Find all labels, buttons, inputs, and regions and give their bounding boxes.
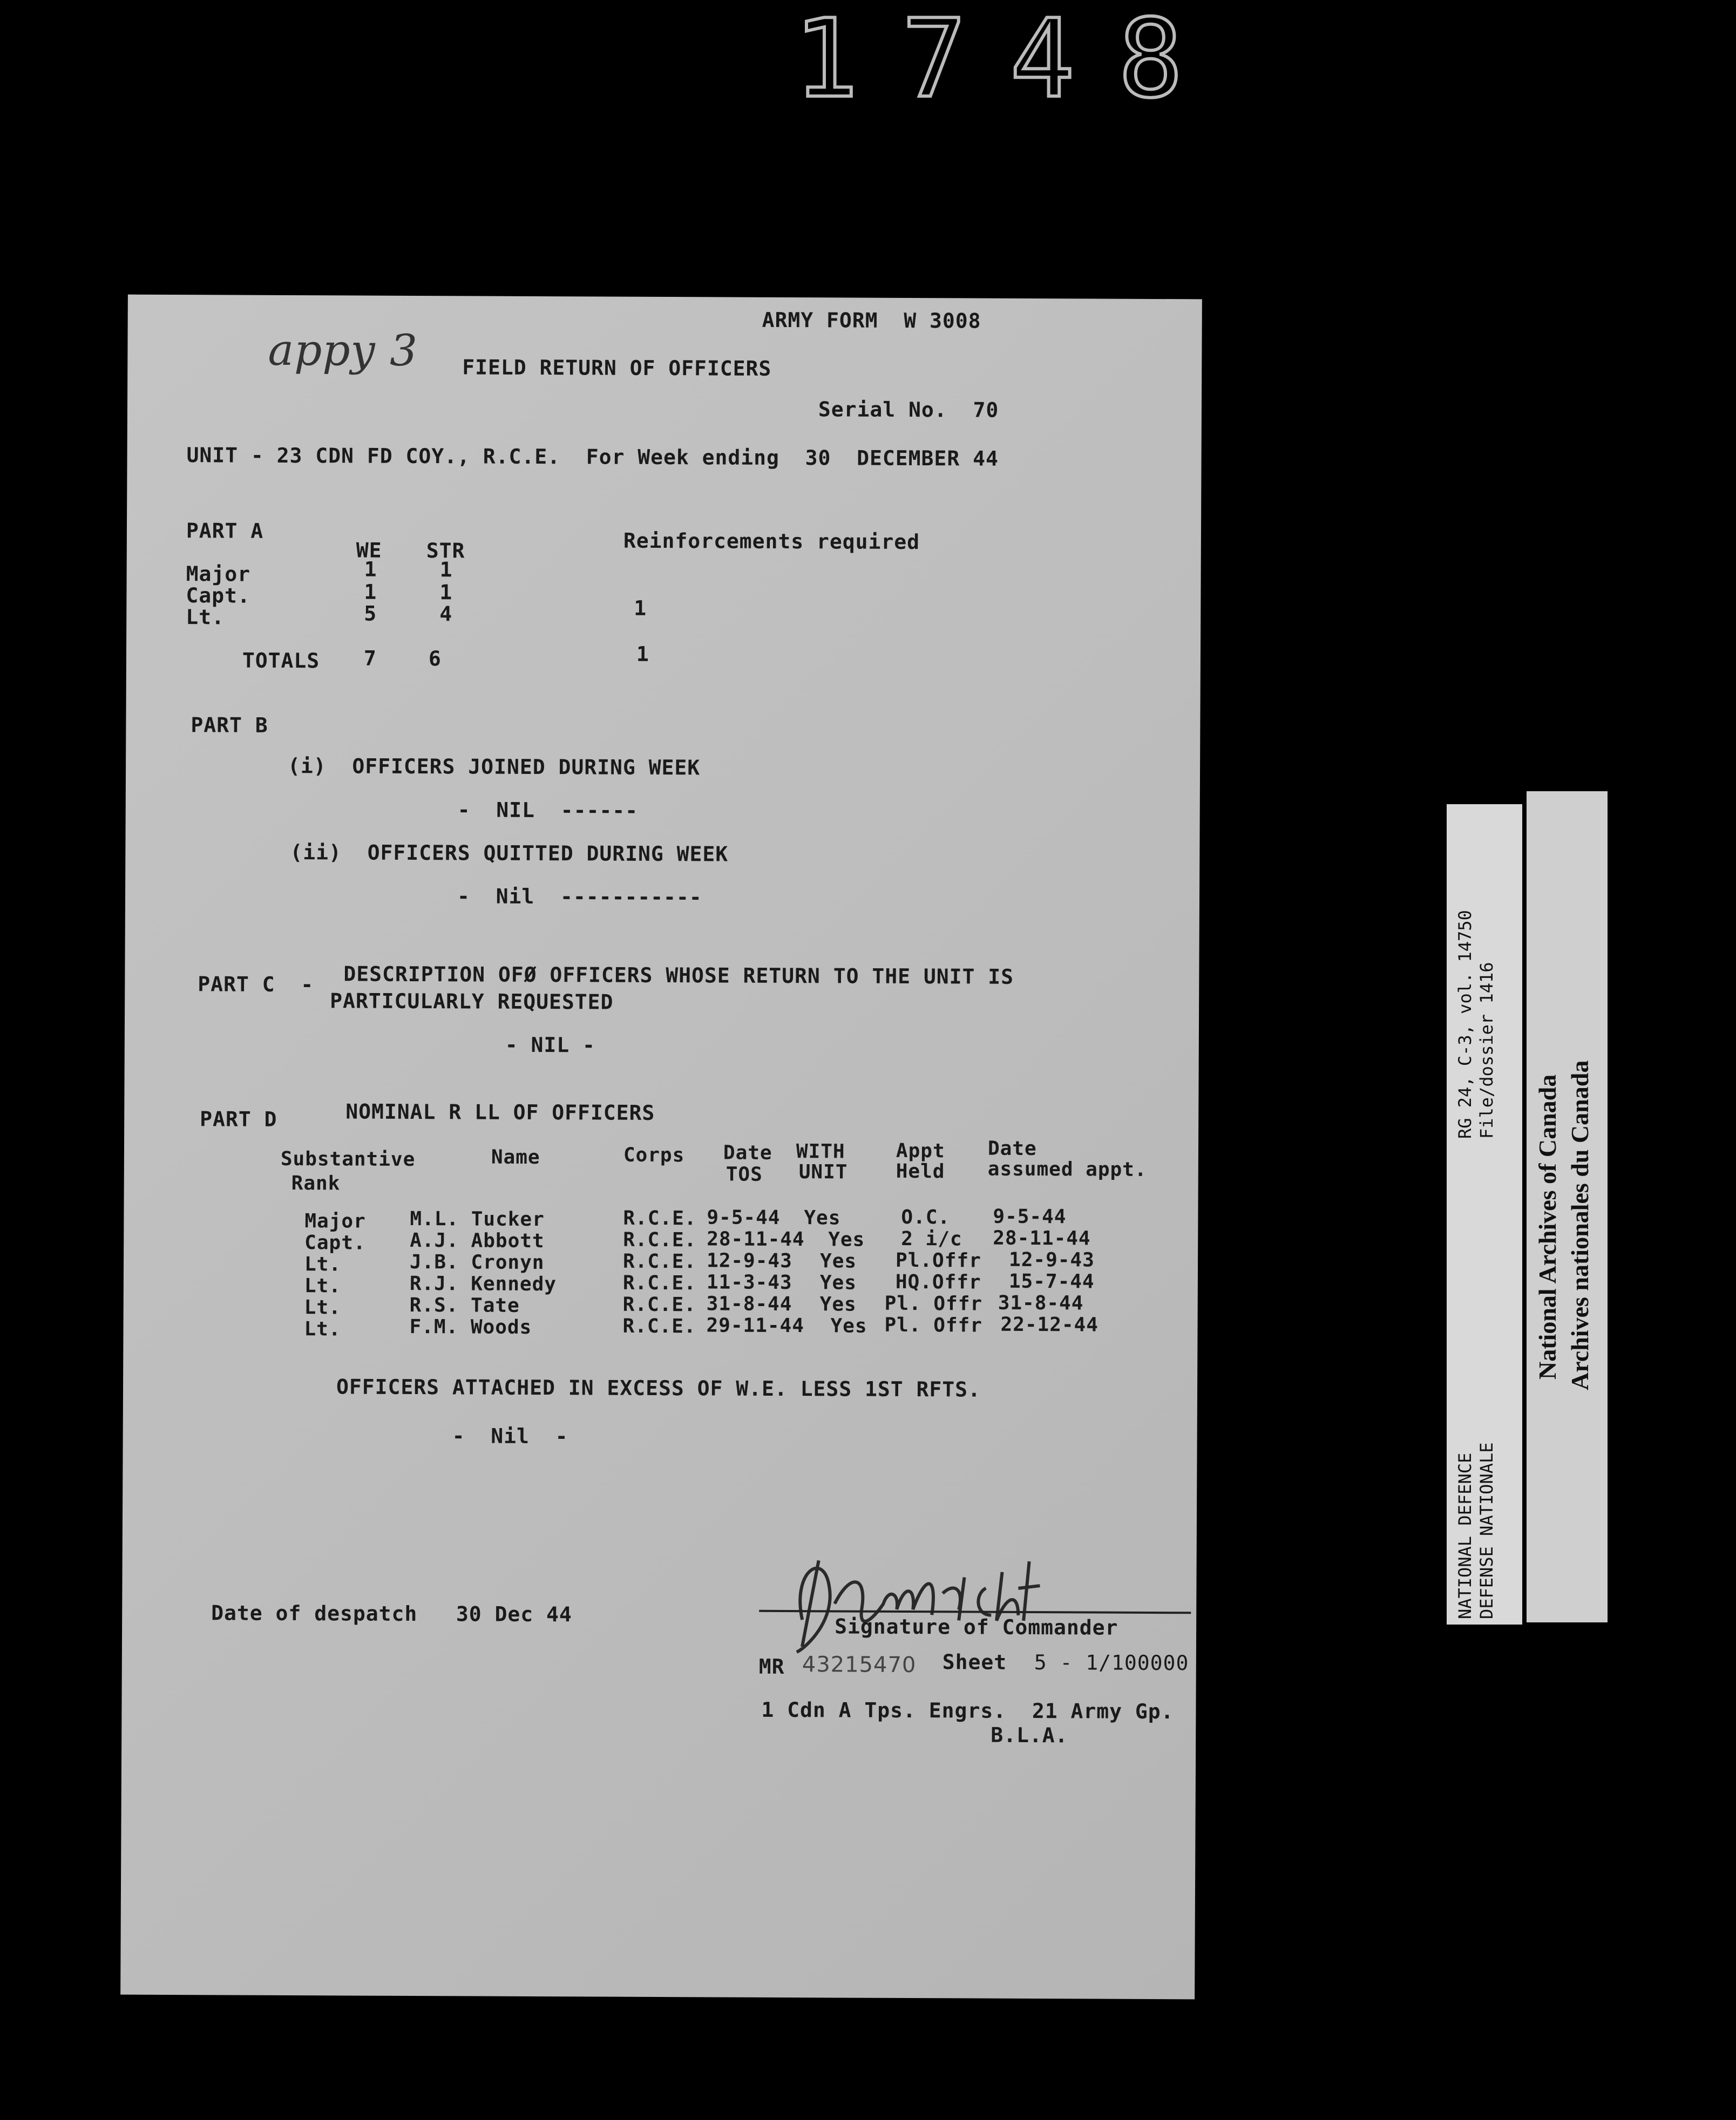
rank: Major [304, 1210, 366, 1233]
header-with: WITH [796, 1140, 845, 1163]
we-value: 5 [364, 601, 377, 626]
assumed-date: 22-12-44 [1000, 1313, 1099, 1336]
rank: Major [186, 562, 251, 586]
assumed-date: 31-8-44 [998, 1292, 1084, 1315]
name: R.S. Tate [409, 1294, 520, 1317]
totals-label: TOTALS [242, 648, 320, 673]
corps: R.C.E. [622, 1315, 696, 1338]
str-value: 1 [439, 580, 453, 604]
str-value: 1 [439, 558, 453, 582]
totals-reinf: 1 [636, 642, 649, 666]
col-reinforcements: Reinforcements required [623, 528, 920, 554]
tos: 12-9-43 [706, 1249, 792, 1273]
corps: R.C.E. [623, 1228, 697, 1252]
header-name: Name [491, 1146, 540, 1169]
appendix-note: appy 3 [268, 324, 418, 376]
archive-reference-label [1447, 804, 1522, 1625]
tos: 9-5-44 [707, 1206, 781, 1229]
mr-number: 43215470 [802, 1652, 917, 1678]
header-unit: UNIT [798, 1161, 848, 1184]
appt-held: Pl. Offr [884, 1292, 983, 1315]
header-rank: Substantive [280, 1147, 416, 1171]
with-unit: Yes [819, 1272, 857, 1294]
col-we: WE [356, 538, 382, 562]
archives-name-en: National Archives of Canada [1534, 1074, 1561, 1380]
part-c-value: - NIL - [505, 1032, 596, 1057]
document-sheet [120, 295, 1202, 2000]
department-fr: DEFENSE NATIONALE [1476, 1442, 1497, 1619]
officers-joined: (i) OFFICERS JOINED DURING WEEK [287, 753, 701, 780]
header-date: Date [723, 1141, 772, 1164]
assumed-date: 12-9-43 [1009, 1248, 1095, 1272]
appt-held: 2 i/c [901, 1227, 962, 1251]
totals-str: 6 [428, 647, 442, 671]
with-unit: Yes [830, 1315, 867, 1337]
header-appt: Appt [896, 1139, 945, 1163]
header-tos: TOS [725, 1163, 763, 1186]
corps: R.C.E. [623, 1207, 697, 1230]
appt-held: O.C. [901, 1206, 951, 1229]
name: J.B. Cronyn [409, 1251, 545, 1274]
we-value: 1 [364, 580, 377, 604]
reinf-value: 1 [634, 596, 647, 620]
officers-quitted: (ii) OFFICERS QUITTED DURING WEEK [290, 840, 729, 866]
we-value: 1 [364, 557, 377, 581]
assumed-date: 15-7-44 [1008, 1270, 1095, 1293]
name: M.L. Tucker [410, 1207, 545, 1231]
appt-held: Pl.Offr [895, 1249, 981, 1272]
hq-line-2: B.L.A. [991, 1723, 1068, 1748]
with-unit: Yes [828, 1228, 865, 1251]
tos: 28-11-44 [707, 1228, 805, 1251]
corps: R.C.E. [622, 1272, 697, 1295]
department-en: NATIONAL DEFENCE [1455, 1452, 1475, 1619]
assumed-date: 9-5-44 [993, 1205, 1067, 1228]
unit-line: UNIT - 23 CDN FD COY., R.C.E. For Week ending 30 DECEMBER 44 [186, 443, 999, 471]
name: F.M. Woods [409, 1315, 532, 1338]
appt-held: Pl. Offr [884, 1314, 983, 1337]
part-b-heading: PART B [191, 713, 268, 737]
header-corps: Corps [623, 1144, 685, 1167]
with-unit: Yes [819, 1293, 857, 1316]
signature-label: Signature of Commander [835, 1614, 1118, 1640]
frame-number: 1748 [794, 0, 1226, 122]
part-c-heading: PART C - [198, 972, 314, 997]
archives-label [1527, 791, 1608, 1622]
header-held: Held [896, 1160, 945, 1183]
tos: 29-11-44 [706, 1314, 805, 1337]
part-a-heading: PART A [186, 519, 264, 543]
sheet-value: 5 - 1/100000 [1034, 1650, 1189, 1675]
archives-name-fr: Archives nationales du Canada [1566, 1060, 1593, 1390]
form-id: ARMY FORM W 3008 [762, 308, 981, 333]
header-assumed-date: Date [987, 1137, 1037, 1160]
date-of-despatch: Date of despatch 30 Dec 44 [211, 1601, 572, 1627]
serial-number: Serial No. 70 [818, 397, 999, 422]
rank: Lt. [304, 1253, 342, 1276]
with-unit: Yes [819, 1250, 857, 1273]
rank: Capt. [304, 1232, 366, 1254]
assumed-date: 28-11-44 [993, 1227, 1091, 1250]
tos: 11-3-43 [706, 1271, 792, 1294]
with-unit: Yes [804, 1207, 841, 1229]
archive-ref-1: RG 24, C-3, vol. 14750 [1455, 910, 1475, 1139]
appt-held: HQ.Offr [895, 1270, 981, 1294]
part-d-title: NOMINAL R LL OF OFFICERS [345, 1099, 655, 1125]
officers-joined-value: - NIL ------ [457, 798, 639, 823]
col-str: STR [426, 539, 465, 563]
header-assumed: assumed appt. [987, 1158, 1147, 1181]
sheet-prefix: Sheet [942, 1650, 1007, 1674]
part-d-heading: PART D [200, 1107, 277, 1131]
form-title: FIELD RETURN OF OFFICERS [462, 355, 772, 380]
archive-ref-2: File/dossier 1416 [1476, 962, 1497, 1139]
officers-attached-value: - Nil - [452, 1424, 568, 1449]
str-value: 4 [439, 602, 453, 626]
corps: R.C.E. [622, 1293, 696, 1316]
rank: Lt. [304, 1318, 341, 1341]
officers-quitted-value: - Nil ----------- [457, 884, 702, 909]
corps: R.C.E. [622, 1250, 697, 1273]
officers-attached: OFFICERS ATTACHED IN EXCESS OF W.E. LESS 1ST RFTS. [336, 1375, 981, 1402]
name: A.J. Abbott [410, 1229, 545, 1253]
tos: 31-8-44 [706, 1293, 792, 1316]
name: R.J. Kennedy [409, 1272, 557, 1296]
rank: Capt. [186, 583, 250, 608]
rank: Lt. [186, 605, 225, 629]
rank: Lt. [304, 1275, 341, 1297]
hq-line-1: 1 Cdn A Tps. Engrs. 21 Army Gp. [761, 1697, 1174, 1724]
header-rank-2: Rank [291, 1172, 341, 1195]
rank: Lt. [304, 1296, 341, 1319]
mr-prefix: MR [758, 1654, 785, 1679]
totals-we: 7 [363, 646, 377, 670]
part-c-line2: PARTICULARLY REQUESTED [330, 989, 614, 1014]
part-c-line1: DESCRIPTION OFØ OFFICERS WHOSE RETURN TO THE UNIT IS [343, 962, 1014, 989]
